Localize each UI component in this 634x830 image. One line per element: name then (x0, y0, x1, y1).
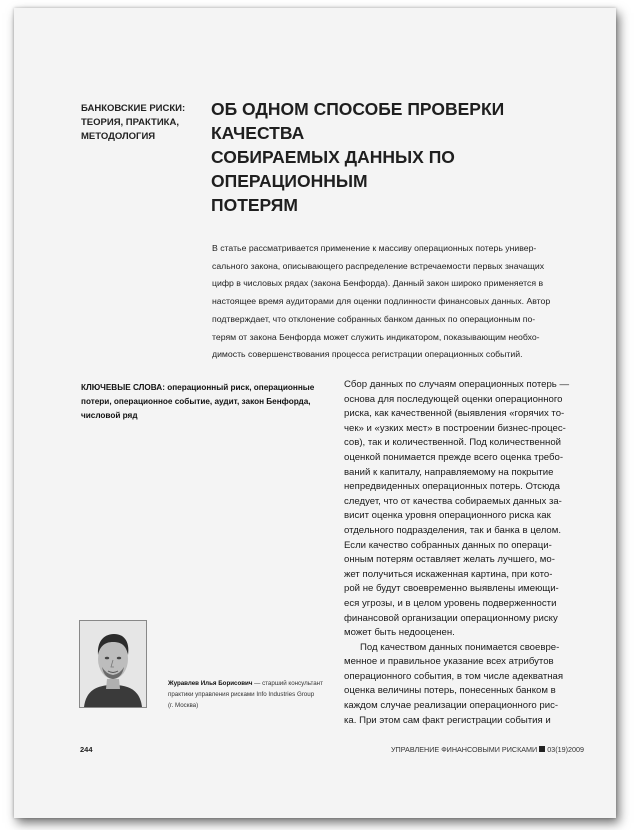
journal-name: УПРАВЛЕНИЕ ФИНАНСОВЫМИ РИСКАМИ (390, 745, 538, 754)
abstract-line: цифр в числовых рядах (закона Бенфорда). Данный закон широко применяется в (212, 278, 544, 289)
keywords (81, 381, 326, 423)
body-line: еся угрозы, и в целом уровень подверженности (344, 597, 557, 609)
abstract-line: димость совершенствования процесса регистрации операционных событий. (212, 349, 523, 360)
body-line: операционного события, в том числе адекватная (344, 670, 564, 682)
page-number: 244 (80, 745, 93, 754)
body-line: финансовой организации операционному риску (344, 612, 558, 624)
body-line: ка. При этом сам факт регистрации события и (344, 714, 551, 726)
body-line: может быть недооценен. (344, 627, 455, 639)
body-line: ваний к капиталу, направляемому на покрытие (344, 466, 554, 478)
body-line: Если качество собранных данных по операци- (344, 539, 552, 551)
body-line: менное и правильное указание всех атрибутов (344, 656, 554, 668)
journal-page (14, 8, 616, 818)
section-tag: БАНКОВСКИЕ РИСКИ: ТЕОРИЯ, ПРАКТИКА, МЕТОДОЛОГИЯ (81, 103, 186, 142)
author-photo (79, 620, 147, 708)
body-line: сов), так и количественной. Под количественной (344, 437, 562, 449)
body-line: жет получиться искаженная картина, при кото- (344, 568, 553, 580)
body-line: оценка величины потерь, понесенных банком в (344, 685, 556, 697)
body-line: висит оценка уровня операционного риска как (344, 510, 551, 522)
body-line: Под качеством данных понимается своевре- (360, 641, 560, 653)
body-line: оценкой понимается прежде всего оценка требо- (344, 451, 564, 463)
body-line: риска, как качественной (выявления «горячих то- (344, 408, 565, 420)
abstract-line: сального закона, описывающего распределение встречаемости первых значащих (212, 260, 545, 271)
abstract-line: В статье рассматривается применение к массиву операционных потерь универ- (212, 243, 537, 253)
running-footer (391, 745, 584, 754)
body-line: следует, что от качества собираемых данных за- (344, 495, 562, 507)
author-portrait-image (80, 621, 146, 707)
article-title: ОБ ОДНОМ СПОСОБЕ ПРОВЕРКИ КАЧЕСТВА СОБИРАЕМЫХ ДАННЫХ ПО ОПЕРАЦИОННЫМ ПОТЕРЯМ (211, 99, 505, 215)
body-line: чек» и «узких мест» в построении бизнес-процес- (344, 422, 566, 434)
body-line: Сбор данных по случаям операционных потерь — (344, 379, 570, 390)
square-separator-icon (539, 746, 545, 752)
body-text (344, 378, 604, 728)
author-caption (168, 678, 343, 711)
author-description: — старший консультант практики управления рисками Info Industries Group (г. Москва) (168, 680, 323, 709)
body-line: непредвиденных операционных потерь. Отсюда (344, 481, 560, 493)
body-line: рой не будут своевременно выявлены имеющи- (344, 583, 559, 595)
abstract-line: терям от закона Бенфорда может служить индикатором, показывающим необхо- (212, 331, 540, 342)
body-line: основа для последующей оценки операционного (344, 393, 563, 405)
keywords-text: операционный риск, операционные потери, операционное событие, аудит, закон Бенфорда, числовой ряд (81, 383, 315, 420)
abstract-line: настоящее время аудиторами для оценки подлинности финансовых данных. Автор (212, 296, 551, 307)
body-line: онным потерям оставляет желать лучшего, мо- (344, 554, 555, 566)
issue-number: 03(19)2009 (547, 745, 584, 754)
author-name: Журавлев Илья Борисович (168, 680, 253, 687)
body-line: отдельного подразделения, так и банка в целом. (344, 524, 562, 536)
abstract-line: подтверждает, что отклонение собранных банком данных по операционным по- (212, 313, 536, 324)
keywords-label: КЛЮЧЕВЫЕ СЛОВА: (81, 383, 165, 392)
body-line: каждом случае реализации операционного рис- (344, 700, 559, 712)
abstract (212, 240, 604, 364)
